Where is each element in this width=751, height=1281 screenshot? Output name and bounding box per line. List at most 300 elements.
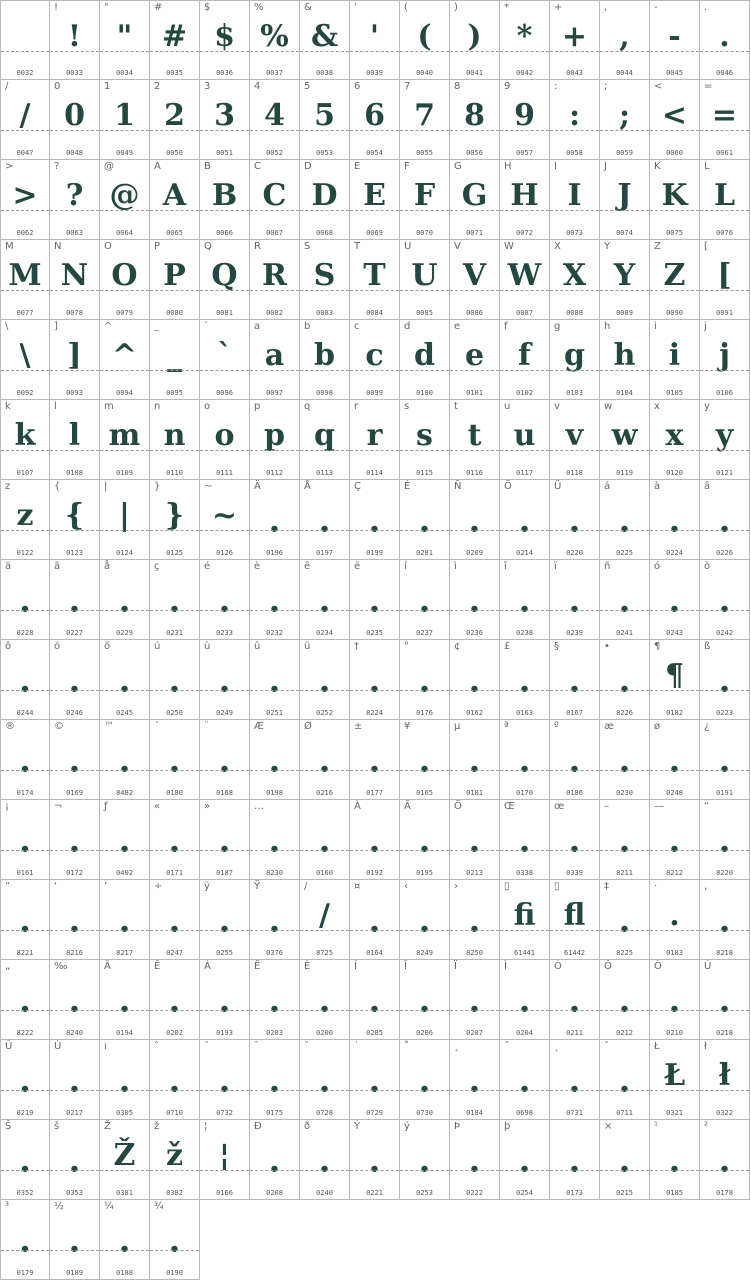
glyph-sample: • [218,999,231,1020]
glyph-sample: 7 [414,98,435,133]
glyph-sample: a [264,338,285,373]
glyph-char-label: a [254,321,261,332]
glyph-cell-0077 [0,240,50,320]
glyph-code-label: 0067 [266,229,283,237]
baseline-guide [200,1090,249,1091]
glyph-code-label: 0710 [166,1109,183,1117]
glyph-sample: • [418,839,431,860]
glyph-char-label: ? [54,161,60,172]
baseline-guide [400,1170,449,1171]
glyph-cell-0109 [100,400,150,480]
glyph-char-label: m [104,401,114,412]
glyph-char-label: @ [104,161,114,172]
glyph-sample: X [562,258,587,293]
glyph-cell-0041 [450,0,500,80]
glyph-code-label: 0034 [116,69,133,77]
glyph-sample: • [468,519,481,540]
baseline-guide [400,290,449,291]
baseline-guide [350,370,399,371]
baseline-guide [300,1010,349,1011]
glyph-code-label: 0100 [416,389,433,397]
glyph-char-label: E [354,161,361,172]
glyph-sample: C [262,178,287,213]
glyph-sample: u [513,418,536,453]
glyph-cell-0089 [600,240,650,320]
glyph-cell-0073 [550,160,600,240]
glyph-char-label: ° [404,641,409,652]
glyph-code-label: 0125 [166,549,183,557]
glyph-code-label: 0231 [166,629,183,637]
baseline-guide [150,1250,199,1251]
baseline-guide [100,770,149,771]
baseline-guide [150,290,199,291]
glyph-code-label: 8250 [466,949,483,957]
glyph-code-label: 0189 [66,1269,83,1277]
glyph-char-label: ñ [604,561,611,572]
glyph-sample: / [19,98,31,133]
glyph-char-label: Ÿ [254,881,261,892]
glyph-code-label: 0210 [666,1029,683,1037]
glyph-sample: • [418,999,431,1020]
glyph-cell-0038 [300,0,350,80]
glyph-cell-0305 [100,1040,150,1120]
glyph-cell-8220 [700,800,750,880]
glyph-code-label: 0096 [216,389,233,397]
glyph-char-label: µ [454,721,461,732]
glyph-cell-0252 [300,640,350,720]
baseline-guide [700,850,749,851]
glyph-sample: # [161,19,188,54]
glyph-sample: • [518,759,531,780]
glyph-cell-0215 [600,1120,650,1200]
glyph-code-label: 0172 [66,869,83,877]
glyph-sample: " [116,19,133,54]
glyph-char-label: # [154,2,163,13]
glyph-char-label: Z [654,241,661,252]
glyph-cell-8482 [100,720,150,800]
glyph-char-label: ı [104,1041,107,1052]
glyph-char-label: Ý [354,1121,361,1132]
glyph-char-label: ¨ [204,721,209,732]
glyph-cell-0186 [550,720,600,800]
baseline-guide [150,770,199,771]
glyph-code-label: 0252 [316,709,333,717]
glyph-code-label: 0244 [16,709,34,717]
baseline-guide [650,1170,699,1171]
glyph-sample: • [368,599,381,620]
glyph-sample: B [211,178,238,213]
glyph-char-label: – [604,801,609,812]
glyph-code-label: 0072 [516,229,533,237]
glyph-char-label: æ [604,721,614,732]
glyph-cell-0227 [50,560,100,640]
glyph-code-label: 0732 [216,1109,233,1117]
glyph-code-label: 0239 [566,629,583,637]
glyph-sample: • [468,1079,481,1100]
glyph-cell-0180 [150,720,200,800]
glyph-sample [1,15,49,59]
glyph-char-label: Ô [604,961,612,972]
glyph-sample: • [568,599,581,620]
glyph-sample: • [68,839,81,860]
glyph-code-label: 0089 [616,309,633,317]
baseline-guide [400,690,449,691]
glyph-char-label: 1 [104,81,111,92]
baseline-guide [200,370,249,371]
glyph-code-label: 0054 [366,149,383,157]
glyph-cell-8221 [0,880,50,960]
baseline-guide [400,1010,449,1011]
glyph-code-label: 61442 [563,949,586,957]
glyph-cell-0051 [200,80,250,160]
glyph-code-label: 0240 [316,1189,333,1197]
glyph-sample: • [168,759,181,780]
glyph-char-label: ¯ [254,1041,259,1052]
glyph-cell-0730 [400,1040,450,1120]
glyph-cell-0229 [100,560,150,640]
baseline-guide [150,450,199,451]
glyph-code-label: 0168 [216,789,233,797]
glyph-sample: g [564,338,585,373]
baseline-guide [500,930,549,931]
baseline-guide [400,210,449,211]
glyph-sample: • [68,1159,81,1180]
baseline-guide [200,290,249,291]
glyph-cell-0172 [50,800,100,880]
glyph-sample: • [118,999,131,1020]
glyph-sample: • [118,759,131,780]
baseline-guide [250,850,299,851]
baseline-guide [300,610,349,611]
glyph-char-label: [ [704,241,708,252]
glyph-code-label: 8218 [716,949,733,957]
glyph-sample: fi [513,898,536,933]
glyph-code-label: 0205 [366,1029,383,1037]
glyph-sample: • [718,519,731,540]
glyph-code-label: 0126 [216,549,233,557]
baseline-guide [50,770,99,771]
glyph-sample: • [118,839,131,860]
glyph-cell-0161 [0,800,50,880]
glyph-code-label: 0061 [716,149,733,157]
baseline-guide [150,530,199,531]
glyph-code-label: 0203 [266,1029,283,1037]
glyph-cell-0107 [0,400,50,480]
glyph-code-label: 0101 [466,389,483,397]
glyph-char-label: ! [54,2,59,13]
glyph-cell-0057 [500,80,550,160]
glyph-sample: • [68,599,81,620]
glyph-code-label: 0225 [616,549,633,557]
baseline-guide [650,450,699,451]
glyph-cell-0352 [0,1120,50,1200]
baseline-guide [600,690,649,691]
baseline-guide [700,290,749,291]
glyph-char-label: ³ [5,1201,10,1212]
glyph-cell-0244 [0,640,50,720]
glyph-code-label: 0338 [516,869,533,877]
glyph-cell-0242 [700,560,750,640]
glyph-cell-8218 [700,880,750,960]
glyph-cell-0381 [100,1120,150,1200]
glyph-cell-0036 [200,0,250,80]
glyph-code-label: 0069 [366,229,383,237]
baseline-guide [700,1170,749,1171]
glyph-char-label: Á [204,961,211,972]
glyph-code-label: 0076 [716,229,733,237]
baseline-guide [450,690,499,691]
glyph-code-label: 0175 [266,1109,283,1117]
glyph-char-label: « [154,801,161,812]
glyph-sample: w [611,418,638,453]
glyph-char-label: ë [354,561,361,572]
glyph-cell-0173 [550,1120,600,1200]
baseline-guide [700,770,749,771]
baseline-guide [450,930,499,931]
glyph-code-label: 0182 [666,709,683,717]
glyph-cell-0204 [500,960,550,1040]
glyph-sample: • [318,1159,331,1180]
glyph-code-label: 0036 [216,69,233,77]
glyph-char-label: í [404,561,407,572]
glyph-code-label: 0232 [266,629,283,637]
glyph-char-label: ¾ [154,1201,164,1212]
glyph-sample: • [268,1079,281,1100]
glyph-char-label: Ú [704,961,712,972]
glyph-cell-8250 [450,880,500,960]
baseline-guide [500,51,549,52]
glyph-code-label: 0095 [166,389,183,397]
baseline-guide [300,1090,349,1091]
glyph-code-label: 0222 [466,1189,483,1197]
glyph-char-label: Ñ [454,481,462,492]
baseline-guide [300,1170,349,1171]
glyph-cell-0072 [500,160,550,240]
glyph-sample: ] [67,338,82,373]
glyph-code-label: 8225 [616,949,633,957]
glyph-cell-8225 [600,880,650,960]
baseline-guide [550,370,599,371]
glyph-code-label: 0251 [266,709,283,717]
glyph-cell-0710 [150,1040,200,1120]
glyph-sample: • [118,599,131,620]
glyph-char-label: ¡ [5,801,10,812]
baseline-guide [100,51,149,52]
baseline-guide [1,1250,49,1251]
baseline-guide [400,370,449,371]
glyph-code-label: 0236 [466,629,483,637]
glyph-char-label: ó [654,561,661,572]
glyph-sample: • [468,679,481,700]
baseline-guide [650,130,699,131]
glyph-code-label: 0198 [266,789,283,797]
glyph-sample: • [718,839,731,860]
baseline-guide [350,1010,399,1011]
glyph-char-label: 4 [254,81,261,92]
glyph-cell-0078 [50,240,100,320]
glyph-cell-0177 [350,720,400,800]
glyph-sample: , [619,19,630,54]
glyph-cell-0171 [150,800,200,880]
glyph-sample: t [467,418,482,453]
glyph-sample: N [60,258,89,293]
glyph-char-label: À [354,801,361,812]
glyph-cell-0083 [300,240,350,320]
glyph-char-label: ¼ [104,1201,114,1212]
glyph-char-label: l [54,401,57,412]
glyph-char-label: î [504,561,507,572]
glyph-sample: b [314,338,335,373]
glyph-code-label: 0200 [316,1029,333,1037]
glyph-code-label: 0064 [116,229,133,237]
baseline-guide [100,450,149,451]
glyph-code-label: 0085 [416,309,433,317]
glyph-char-label: 6 [354,81,361,92]
baseline-guide [50,290,99,291]
baseline-guide [100,930,149,931]
glyph-char-label: V [454,241,461,252]
glyph-cell-0125 [150,480,200,560]
glyph-code-label: 8226 [616,709,633,717]
glyph-char-label: u [504,401,511,412]
glyph-sample: • [618,599,631,620]
glyph-char-label: È [304,961,311,972]
baseline-guide [150,850,199,851]
glyph-char-label: ô [5,641,12,652]
glyph-sample: • [718,599,731,620]
glyph-cell-0711 [600,1040,650,1120]
glyph-code-label: 0093 [66,389,83,397]
glyph-cell-0178 [700,1120,750,1200]
baseline-guide [250,370,299,371]
glyph-char-label: P [154,241,161,252]
baseline-guide [600,51,649,52]
glyph-cell-0255 [200,880,250,960]
glyph-cell-0093 [50,320,100,400]
glyph-char-label: š [54,1121,60,1132]
glyph-code-label: 0204 [516,1029,533,1037]
glyph-char-label: • [604,641,610,652]
glyph-cell-0124 [100,480,150,560]
glyph-code-label: 0068 [316,229,333,237]
glyph-cell-0123 [50,480,100,560]
glyph-code-label: 0119 [616,469,633,477]
baseline-guide [200,690,249,691]
glyph-cell-8240 [50,960,100,1040]
baseline-guide [1,51,49,52]
glyph-code-label: 0049 [116,149,133,157]
glyph-char-label: W [504,241,514,252]
glyph-code-label: 0046 [716,69,733,77]
glyph-char-label: g [554,321,561,332]
glyph-code-label: 0099 [366,389,383,397]
glyph-sample: • [68,999,81,1020]
glyph-char-label: Ò [654,961,662,972]
glyph-cell-0111 [200,400,250,480]
glyph-cell-0218 [700,960,750,1040]
glyph-cell-0058 [550,80,600,160]
glyph-char-label: G [454,161,462,172]
baseline-guide [600,930,649,931]
glyph-sample: = [711,98,738,133]
glyph-sample: • [368,519,381,540]
glyph-char-label: ł [704,1041,707,1052]
glyph-cell-0183 [650,880,700,960]
glyph-sample: ¦ [219,1138,230,1173]
glyph-sample: • [618,839,631,860]
baseline-guide [150,210,199,211]
glyph-code-label: 0221 [366,1189,383,1197]
glyph-char-label: ‹ [404,881,408,892]
glyph-sample: L [713,178,736,213]
glyph-sample: S [313,258,336,293]
glyph-char-label: | [104,481,108,492]
glyph-sample: G [461,178,488,213]
baseline-guide [450,610,499,611]
glyph-cell-0166 [200,1120,250,1200]
glyph-cell-0202 [150,960,200,1040]
baseline-guide [500,290,549,291]
glyph-char-label: t [454,401,458,412]
glyph-code-label: 0092 [16,389,34,397]
glyph-cell-0042 [500,0,550,80]
glyph-char-label: Þ [454,1121,461,1132]
glyph-code-label: 8212 [666,869,683,877]
glyph-sample: • [618,919,631,940]
glyph-code-label: 0098 [316,389,333,397]
glyph-cell-0102 [500,320,550,400]
glyph-code-label: 0083 [316,309,333,317]
glyph-code-label: 0106 [716,389,733,397]
baseline-guide [700,51,749,52]
baseline-guide [150,1170,199,1171]
baseline-guide [200,610,249,611]
glyph-sample: _ [167,338,182,373]
glyph-code-label: 0091 [716,309,733,317]
baseline-guide [700,370,749,371]
glyph-cell-8216 [50,880,100,960]
glyph-code-label: 0376 [266,949,283,957]
glyph-cell-0231 [150,560,200,640]
glyph-code-label: 0226 [716,549,733,557]
glyph-sample: % [260,19,289,54]
glyph-cell-0191 [700,720,750,800]
baseline-guide [1,610,49,611]
glyph-sample: • [418,919,431,940]
glyph-cell-0118 [550,400,600,480]
glyph-sample: • [19,1239,31,1260]
glyph-sample: l [68,418,81,453]
glyph-cell-0067 [250,160,300,240]
baseline-guide [700,1010,749,1011]
glyph-char-label: ˆ [154,1041,159,1052]
glyph-cell-0184 [450,1040,500,1120]
glyph-char-label: Ü [554,481,562,492]
glyph-char-label: Ž [104,1121,111,1132]
glyph-sample: m [108,418,141,453]
glyph-sample: ( [417,19,432,54]
glyph-code-label: 0163 [516,709,533,717]
glyph-char-label: . [704,2,708,13]
glyph-char-label: “ [704,801,710,812]
glyph-char-label: D [304,161,312,172]
baseline-guide [50,210,99,211]
glyph-char-label: T [354,241,361,252]
glyph-char-label: K [654,161,661,172]
glyph-cell-8211 [600,800,650,880]
baseline-guide [150,370,199,371]
glyph-char-label: Q [204,241,212,252]
